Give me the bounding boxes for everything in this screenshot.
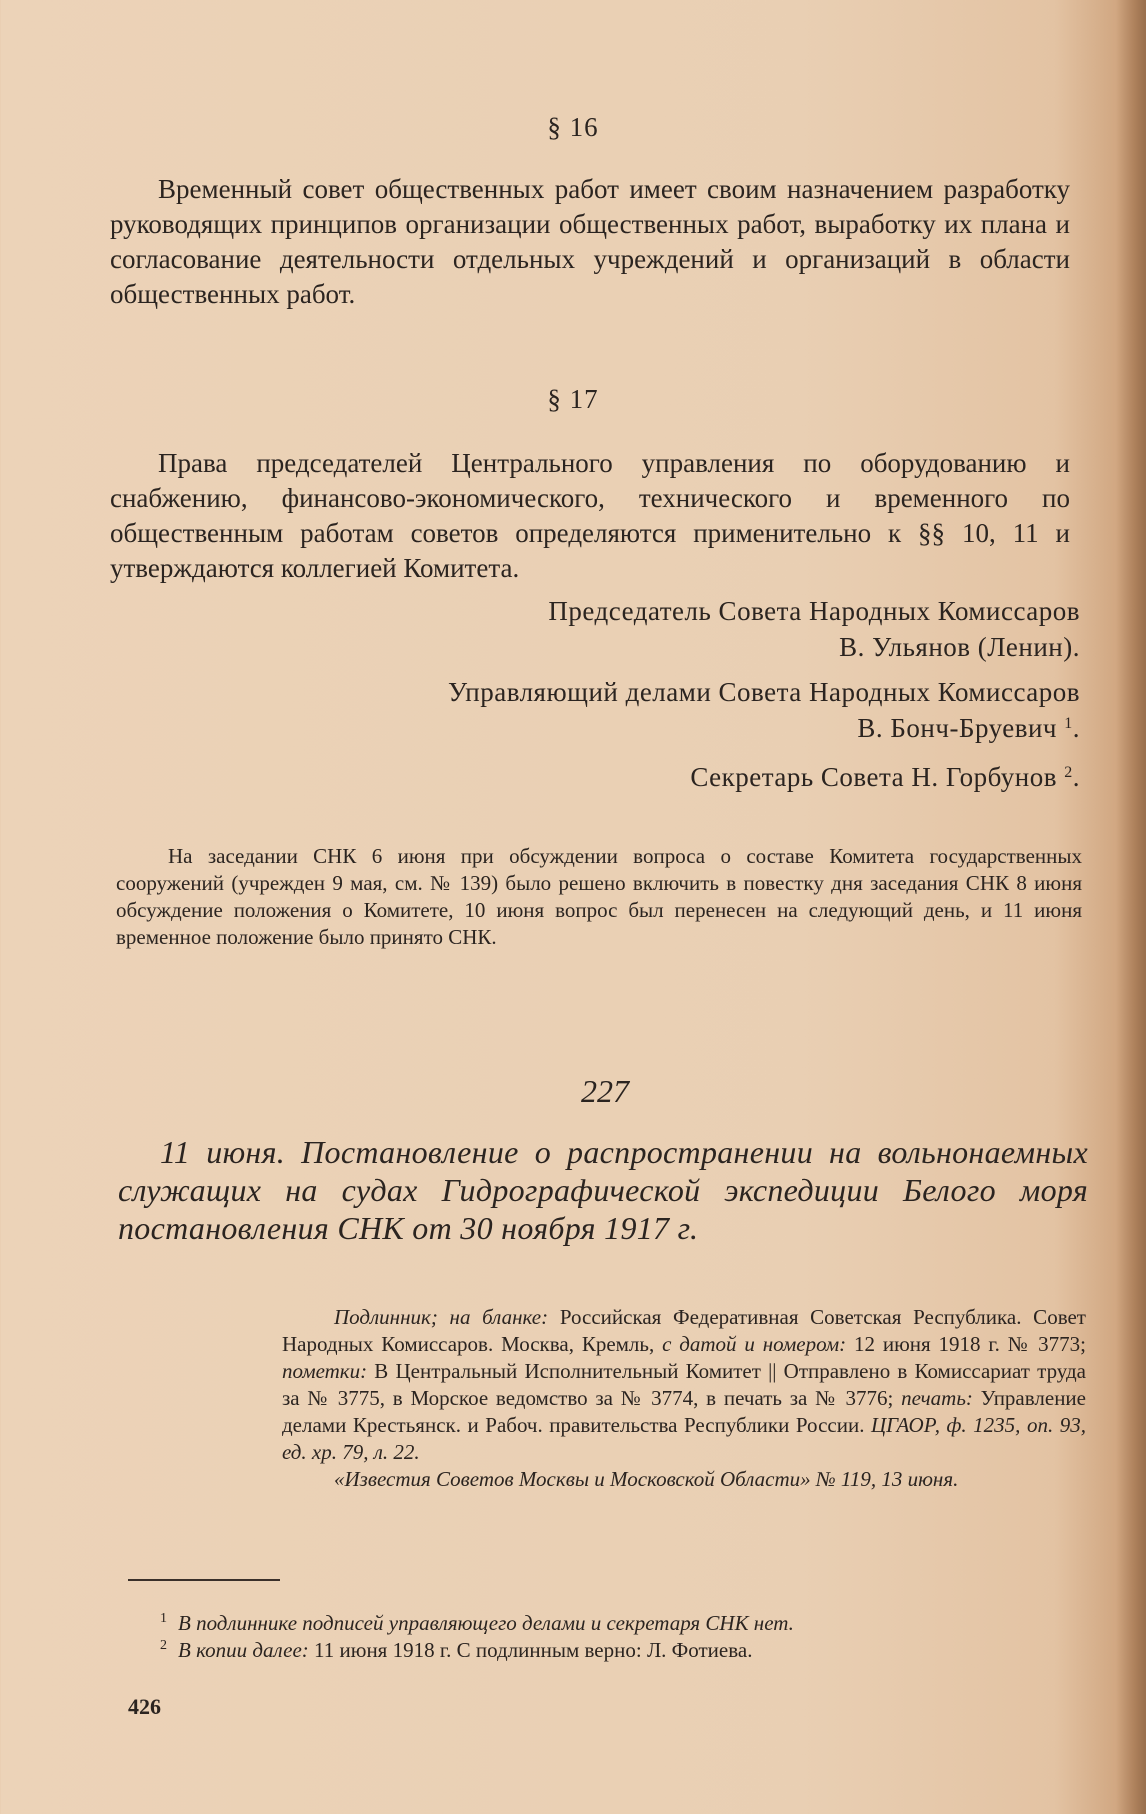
- source-notes: В Центральный Исполнительный Комитет || Отправлено в Комиссариат труда за № 3775, в Морское ведомство за № 3774, в печать за № 3776;: [282, 1359, 1086, 1410]
- section-17-paragraph: Права председателей Центрального управления по оборудованию и снабжению, финансово-экономического, технического и временного по общественным работам советов определяются применительно к §§ 10, 11 и утверждаются коллегией Комитета.: [110, 448, 1070, 583]
- footnote-ref-2: 2: [1064, 764, 1073, 781]
- source-letterhead: Российская Федеративная Советская Республика. Совет Народных Комиссаров. Москва, Кремль,: [282, 1305, 1086, 1356]
- manager-end: .: [1072, 713, 1080, 743]
- section-17-text: [110, 446, 1070, 586]
- source-label-original: Подлинник; на бланке:: [334, 1305, 549, 1329]
- footnote-2: [160, 1637, 1078, 1663]
- source-publication: «Известия Советов Москвы и Московской Области» № 119, 13 июня.: [334, 1467, 959, 1491]
- footnote-1-text: В подлиннике подписей управляющего делами и секретаря СНК нет.: [178, 1611, 794, 1635]
- footnote-mark-1: 1: [160, 1611, 167, 1626]
- source-archive: ЦГАОР, ф. 1235, оп. 93, ед. хр. 79, л. 22.: [282, 1413, 1086, 1464]
- source-label-notes: пометки:: [282, 1359, 368, 1383]
- footnote-ref-1: 1: [1064, 715, 1073, 732]
- page-number: 426: [128, 1694, 161, 1719]
- section-17-heading: § 17: [547, 384, 599, 414]
- editorial-note-text: На заседании СНК 6 июня при обсуждении вопроса о составе Комитета государственных сооружений (учрежден 9 мая, см. № 139) было решено включить в повестку дня заседания СНК 8 июня обсуждение положения о Комитете, 10 июня вопрос был перенесен на следующий день, и 11 июня временное положение было принято СНК.: [116, 844, 1082, 949]
- section-16-heading: § 16: [547, 112, 599, 142]
- manager-signature: [448, 674, 1080, 746]
- manager-name: В. Бонч-Бруевич: [857, 713, 1057, 743]
- footnote-2-label: В копии далее:: [178, 1638, 309, 1662]
- document-number: 227: [581, 1073, 629, 1109]
- source-paragraph: [282, 1304, 1086, 1466]
- secretary-signature: [690, 759, 1080, 795]
- footnote-1: [160, 1610, 1078, 1636]
- document-source: [282, 1304, 1086, 1493]
- document-title: [118, 1133, 1088, 1247]
- footnote-2-text: 11 июня 1918 г. С подлинным верно: Л. Фотиева.: [308, 1638, 753, 1662]
- page-edge-shadow: [1116, 0, 1146, 1814]
- section-16-text: [110, 172, 1070, 312]
- footnote-mark-2: 2: [160, 1638, 167, 1653]
- chair-name: В. Ульянов (Ленин).: [839, 632, 1080, 662]
- chair-signature: [548, 593, 1080, 665]
- manager-title: Управляющий делами Совета Народных Комиссаров: [448, 677, 1080, 707]
- source-seal: Управление делами Крестьянск. и Рабоч. правительства Республики России.: [282, 1386, 1086, 1437]
- footnote-divider: [128, 1579, 280, 1581]
- source-label-seal: печать:: [901, 1386, 973, 1410]
- secretary-name: Секретарь Совета Н. Горбунов: [690, 762, 1057, 792]
- document-title-text: 11 июня. Постановление о распространении на вольнонаемных служащих на судах Гидрографической экспедиции Белого моря постановления СНК от 30 ноября 1917 г.: [118, 1134, 1088, 1246]
- editorial-note: [116, 843, 1082, 951]
- secretary-end: .: [1072, 762, 1080, 792]
- source-date: 12 июня 1918 г. № 3773;: [846, 1332, 1087, 1356]
- source-label-date: с датой и номером:: [662, 1332, 847, 1356]
- manager-name-line: [448, 710, 1080, 746]
- section-16-paragraph: Временный совет общественных работ имеет своим назначением разработку руководящих принципов организации общественных работ, выработку их плана и согласование деятельности отдельных учреждений и организаций в области общественных работ.: [110, 174, 1070, 309]
- chair-title: Председатель Совета Народных Комиссаров: [548, 596, 1080, 626]
